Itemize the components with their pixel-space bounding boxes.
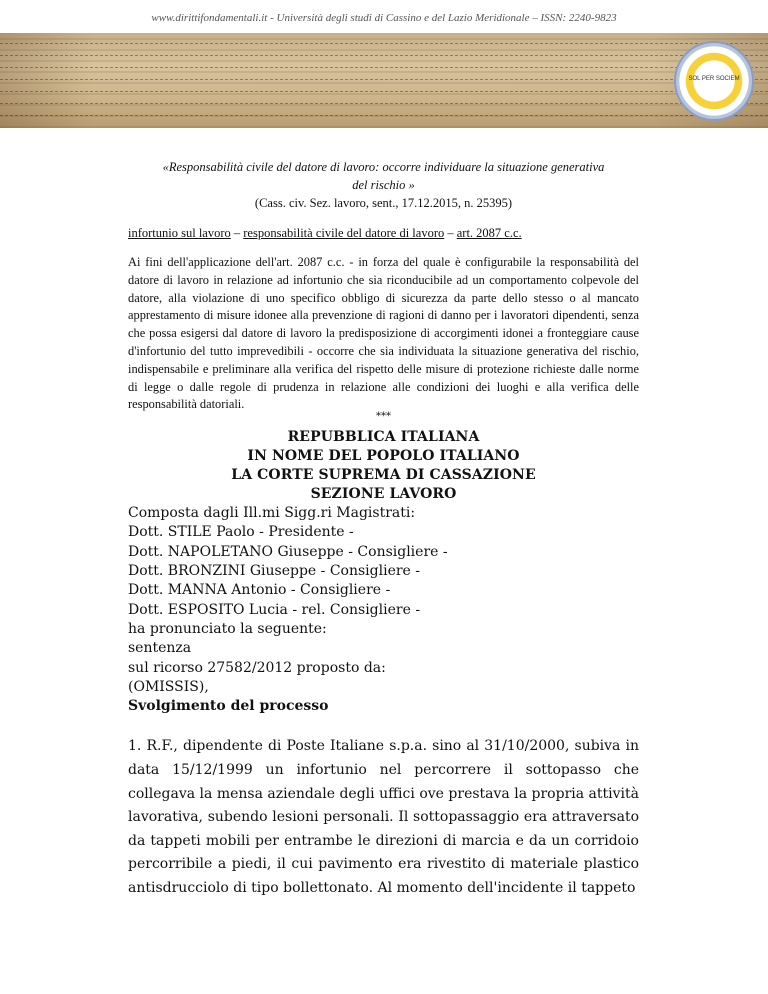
keyword-2: responsabilità civile del datore di lavoro bbox=[243, 226, 445, 240]
composition-list bbox=[128, 504, 639, 716]
keyword-3: art. 2087 c.c. bbox=[456, 226, 522, 240]
section-separator: *** bbox=[376, 411, 391, 423]
court-line-1: REPUBBLICA ITALIANA bbox=[287, 429, 480, 446]
keyword-1: infortunio sul lavoro bbox=[128, 226, 231, 240]
keywords bbox=[128, 226, 639, 241]
header-url: www.dirittifondamentali.it - Università degli studi di Cassino e del Lazio Meridionale – ISSN: 2240-9823 bbox=[151, 12, 617, 24]
composition-line: Dott. NAPOLETANO Giuseppe - Consigliere - bbox=[128, 543, 448, 560]
composition-line: (OMISSIS), bbox=[128, 678, 209, 695]
composition-line: Dott. ESPOSITO Lucia - rel. Consigliere - bbox=[128, 601, 421, 618]
court-line-2: IN NOME DEL POPOLO ITALIANO bbox=[247, 448, 520, 465]
composition-line: Dott. BRONZINI Giuseppe - Consigliere - bbox=[128, 563, 421, 580]
composition-line: Dott. MANNA Antonio - Consigliere - bbox=[128, 582, 391, 599]
court-line-3: LA CORTE SUPREMA DI CASSAZIONE bbox=[231, 467, 536, 484]
university-seal-icon: SOL PER SOCIEM bbox=[674, 41, 754, 121]
section-heading: Svolgimento del processo bbox=[128, 698, 329, 715]
composition-line: ha pronunciato la seguente: bbox=[128, 620, 327, 637]
document-content bbox=[128, 158, 639, 901]
court-line-4: SEZIONE LAVORO bbox=[310, 486, 457, 503]
composition-line: Composta dagli Ill.mi Sigg.ri Magistrati: bbox=[128, 505, 416, 522]
title-line-2: del rischio » bbox=[352, 178, 415, 192]
court-heading bbox=[128, 428, 639, 504]
massima-paragraph: Ai fini dell'applicazione dell'art. 2087 c.c. - in forza del quale è configurabile la responsabilità del datore di lavoro in relazione ad infortunio che sia riconducibile ad un comportamento colpevole del datore, alla violazione di uno specifico obbligo di sicurezza da parte dello stesso o al mancato apprestamento di misure idonee alla prevenzione di ragioni di danno per i lavoratori dipendenti, senza che possa esigersi dal datore di lavoro la predisposizione di accorgimenti idonei a fronteggiare cause d'infortunio del tutto imprevedibili - occorre che sia individuata la situazione generativa del rischio, indispensabile e preliminare alla verifica del rispetto delle misure di protezione richieste dalle norme di legge o dalle regole di prudenza in relazione alle condizioni dei luoghi e alla verifica delle responsabilità datoriali. bbox=[128, 255, 639, 412]
keyword-sep-1: – bbox=[230, 226, 244, 240]
composition-line: sentenza bbox=[128, 640, 192, 657]
keyword-sep-2: – bbox=[444, 226, 457, 240]
title-citation: (Cass. civ. Sez. lavoro, sent., 17.12.2015, n. 25395) bbox=[254, 196, 513, 210]
title-line-1: «Responsabilità civile del datore di lavoro: occorre individuare la situazione generativa bbox=[162, 160, 605, 174]
document-title bbox=[128, 158, 639, 212]
composition-line: Dott. STILE Paolo - Presidente - bbox=[128, 524, 354, 541]
body-paragraph-1: 1. R.F., dipendente di Poste Italiane s.p.a. sino al 31/10/2000, subiva in data 15/12/1999 un infortunio nel percorrere il sottopasso che collegava la mensa aziendale degli uffici ove prestava la propria attività lavorativa, subendo lesioni personali. Il sottopassaggio era attraversato da tappeti mobili per entrambe le direzioni di marcia e da un corridoio percorribile a piedi, il cui pavimento era rivestito di materiale plastico antisdrucciolo di tipo bollettonato. Al momento dell'incidente il tappeto bbox=[128, 738, 639, 896]
manuscript-banner bbox=[0, 33, 768, 128]
composition-line: sul ricorso 27582/2012 proposto da: bbox=[128, 659, 386, 676]
